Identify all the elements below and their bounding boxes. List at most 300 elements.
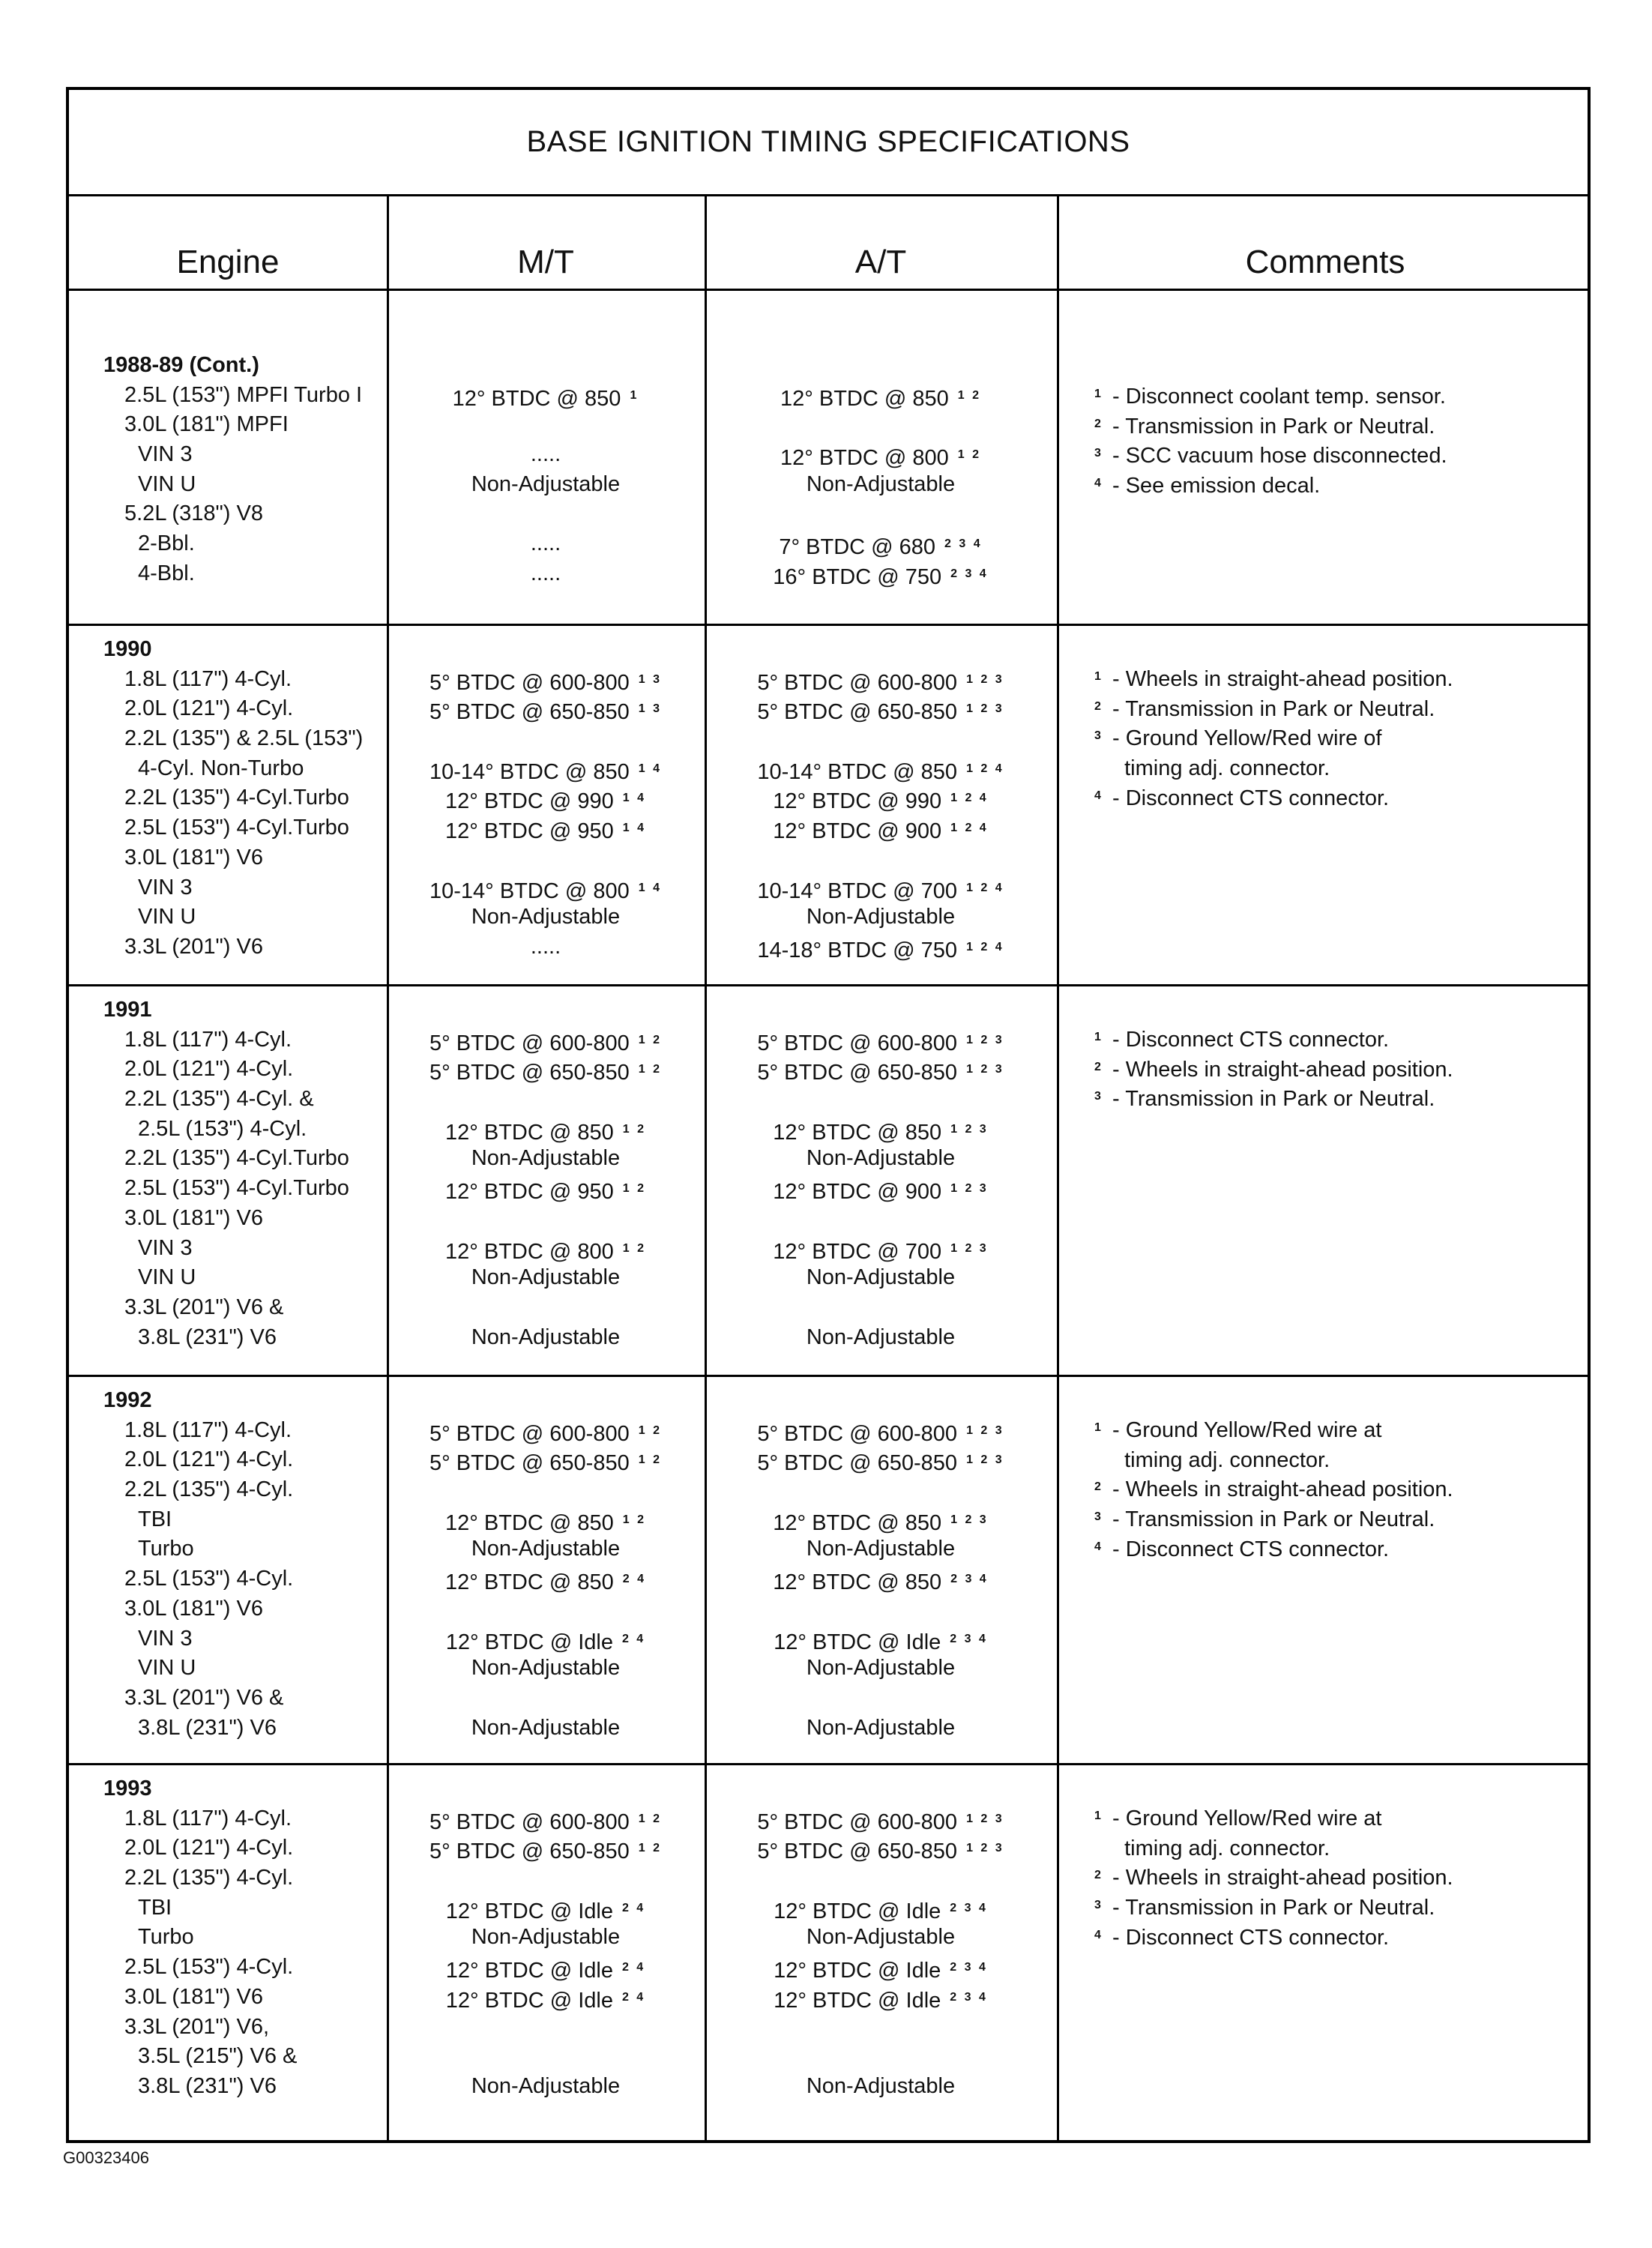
mt-footnote-ref: 1 2 <box>622 1513 647 1526</box>
at-spec <box>705 351 1057 381</box>
engine-label: 2.0L (121") 4-Cyl. <box>124 1447 294 1472</box>
at-spec <box>705 754 1057 784</box>
at-footnote-ref: 2 3 4 <box>944 537 983 551</box>
mt-spec-text: Non-Adjustable <box>471 2073 621 2098</box>
engine-column <box>103 351 388 589</box>
engine-label: 2.5L (153") 4-Cyl.Turbo <box>124 816 349 840</box>
comment-note <box>1094 382 1582 412</box>
at-footnote-ref: 1 2 3 <box>950 1122 989 1136</box>
mt-footnote-ref: 1 2 <box>638 1812 662 1825</box>
mt-spec <box>387 1923 705 1953</box>
at-footnote-ref: 2 3 4 <box>950 567 989 580</box>
mt-spec-text: 5° BTDC @ 600-800 <box>429 1031 630 1055</box>
engine-label: 2.0L (121") 4-Cyl. <box>124 1836 294 1860</box>
at-footnote-ref: 2 3 4 <box>950 1990 988 2004</box>
engine-label: 2.2L (135") 4-Cyl. <box>124 1477 294 1502</box>
at-spec <box>705 694 1057 724</box>
note-text: - SCC vacuum hose disconnected. <box>1112 444 1447 468</box>
at-spec-text: 12° BTDC @ Idle <box>774 1959 941 1983</box>
engine-label: 4-Bbl. <box>138 561 195 585</box>
note-text: - See emission decal. <box>1112 474 1321 498</box>
at-spec-text: 7° BTDC @ 680 <box>779 535 936 560</box>
comment-note <box>1094 471 1582 501</box>
comment-note <box>1094 754 1582 784</box>
mt-spec <box>387 351 705 381</box>
mt-spec-text: ..... <box>530 442 561 467</box>
mt-spec-text: Non-Adjustable <box>471 905 621 929</box>
mt-spec <box>387 529 705 559</box>
note-text: - Transmission in Park or Neutral. <box>1112 696 1435 721</box>
mt-footnote-ref: 1 2 <box>622 1182 647 1196</box>
engine-label: TBI <box>138 1507 172 1531</box>
mt-spec <box>387 559 705 589</box>
note-number: 3 <box>1094 1090 1101 1103</box>
engine-label: Turbo <box>138 1925 194 1950</box>
at-footnote-ref: 1 2 <box>957 388 982 402</box>
mt-spec-text: 5° BTDC @ 600-800 <box>429 1809 630 1834</box>
mt-spec-text: ..... <box>530 561 561 585</box>
at-footnote-ref: 1 2 3 <box>966 1842 1004 1855</box>
mt-spec <box>387 1174 705 1204</box>
engine-label: TBI <box>138 1895 172 1920</box>
engine-label: 2.2L (135") 4-Cyl. <box>124 1866 294 1890</box>
year-section <box>69 1765 1588 2143</box>
mt-spec-text: 10-14° BTDC @ 800 <box>429 879 630 903</box>
mt-footnote-ref: 1 4 <box>622 822 647 835</box>
note-number: 1 <box>1094 388 1101 400</box>
note-text: - Ground Yellow/Red wire at <box>1112 1806 1382 1830</box>
mt-spec <box>387 1055 705 1085</box>
at-spec-text: 12° BTDC @ 900 <box>773 1180 942 1205</box>
mt-spec <box>387 932 705 962</box>
mt-spec-text: Non-Adjustable <box>471 1537 621 1561</box>
comment-note <box>1094 1505 1582 1535</box>
year-section <box>69 986 1588 1377</box>
mt-footnote-ref: 1 4 <box>622 792 647 805</box>
engine-label: 3.0L (181") V6 <box>124 1984 263 2009</box>
engine-label: VIN U <box>138 905 196 929</box>
note-number: 4 <box>1094 477 1101 490</box>
mt-spec <box>387 1953 705 1983</box>
mt-spec <box>387 1804 705 1834</box>
mt-spec <box>387 995 705 1025</box>
mt-spec <box>387 694 705 724</box>
at-spec <box>705 470 1057 500</box>
mt-spec <box>387 1263 705 1293</box>
at-footnote-ref: 1 2 4 <box>966 940 1004 953</box>
engine-label: VIN U <box>138 1656 196 1681</box>
at-spec <box>705 1323 1057 1353</box>
mt-spec <box>387 1714 705 1744</box>
at-spec <box>705 1263 1057 1293</box>
note-number: 1 <box>1094 1809 1101 1822</box>
note-number: 2 <box>1094 417 1101 430</box>
at-spec <box>705 1055 1057 1085</box>
at-spec <box>705 499 1057 529</box>
mt-footnote-ref: 1 2 <box>622 1241 647 1255</box>
mt-spec-text: 12° BTDC @ 990 <box>444 789 614 814</box>
at-footnote-ref: 1 2 3 <box>966 1063 1004 1076</box>
mt-footnote-ref: 1 3 <box>638 702 662 716</box>
mt-spec <box>387 1505 705 1535</box>
engine-label: VIN 3 <box>138 1626 193 1651</box>
year-section <box>69 291 1588 626</box>
mt-spec-text: 12° BTDC @ Idle <box>445 1630 613 1654</box>
engine-label: Turbo <box>138 1537 194 1561</box>
at-spec <box>705 1085 1057 1115</box>
at-spec <box>705 381 1057 411</box>
at-spec <box>705 1234 1057 1264</box>
header-at: A/T <box>854 244 907 280</box>
year-section <box>69 626 1588 986</box>
comment-note <box>1094 1446 1582 1476</box>
at-spec <box>705 529 1057 559</box>
at-spec <box>705 410 1057 440</box>
at-footnote-ref: 1 2 3 <box>950 1182 989 1196</box>
at-spec-text: Non-Adjustable <box>806 1146 956 1171</box>
at-spec-text: Non-Adjustable <box>806 1715 956 1740</box>
section-year: 1990 <box>103 637 152 661</box>
engine-label: 5.2L (318") V8 <box>124 501 263 526</box>
at-spec-text: Non-Adjustable <box>806 905 956 929</box>
mt-spec <box>387 1323 705 1353</box>
engine-column <box>103 635 388 962</box>
mt-spec <box>387 843 705 873</box>
note-text: - Disconnect coolant temp. sensor. <box>1112 385 1446 409</box>
comment-note <box>1094 1863 1582 1893</box>
note-number: 4 <box>1094 1540 1101 1553</box>
mt-spec <box>387 410 705 440</box>
note-number <box>1094 1831 1112 1861</box>
mt-spec-text: 5° BTDC @ 650-850 <box>429 1839 630 1864</box>
at-footnote-ref: 1 2 3 <box>950 1513 989 1526</box>
at-spec <box>705 1624 1057 1654</box>
comment-note <box>1094 784 1582 814</box>
mt-column <box>387 351 705 589</box>
mt-spec-text: 5° BTDC @ 650-850 <box>429 1061 630 1085</box>
note-number: 4 <box>1094 1928 1101 1941</box>
mt-spec <box>387 1564 705 1594</box>
at-footnote-ref: 1 2 3 <box>966 702 1004 716</box>
at-spec <box>705 1893 1057 1923</box>
engine-label: VIN 3 <box>138 1235 193 1260</box>
engine-label: 3.8L (231") V6 <box>138 1325 277 1349</box>
at-spec-text: 5° BTDC @ 600-800 <box>757 1421 958 1446</box>
at-footnote-ref: 2 3 4 <box>950 1632 988 1645</box>
at-spec <box>705 783 1057 813</box>
at-spec-text: Non-Adjustable <box>806 1656 956 1681</box>
engine-label: 2.5L (153") 4-Cyl. <box>138 1116 307 1141</box>
mt-footnote-ref: 1 2 <box>638 1423 662 1437</box>
at-spec-text: Non-Adjustable <box>806 1925 956 1950</box>
at-spec-text: 5° BTDC @ 650-850 <box>757 700 958 725</box>
at-spec-text: 12° BTDC @ Idle <box>774 1630 941 1654</box>
at-spec <box>705 1654 1057 1684</box>
mt-spec <box>387 1416 705 1446</box>
mt-spec-text: 5° BTDC @ 600-800 <box>429 1421 630 1446</box>
at-spec <box>705 1204 1057 1234</box>
comment-note <box>1094 724 1582 754</box>
at-spec-text: 12° BTDC @ 850 <box>780 386 949 411</box>
mt-spec-text: 12° BTDC @ 800 <box>444 1239 614 1264</box>
mt-spec-text: 12° BTDC @ Idle <box>445 1959 613 1983</box>
note-number: 2 <box>1094 1869 1101 1882</box>
at-spec-text: 12° BTDC @ Idle <box>774 1899 941 1923</box>
engine-label: 3.8L (231") V6 <box>138 2073 277 2098</box>
mt-spec-text: Non-Adjustable <box>471 471 621 496</box>
mt-spec <box>387 1833 705 1863</box>
note-number: 1 <box>1094 670 1101 683</box>
comment-note <box>1094 695 1582 725</box>
mt-spec <box>387 1684 705 1714</box>
mt-spec <box>387 665 705 695</box>
mt-footnote-ref: 2 4 <box>621 1961 646 1974</box>
note-text: - Transmission in Park or Neutral. <box>1112 414 1435 439</box>
engine-label: 2-Bbl. <box>138 531 195 556</box>
mt-column <box>387 635 705 962</box>
engine-label: 2.0L (121") 4-Cyl. <box>124 1057 294 1082</box>
at-footnote-ref: 2 3 4 <box>950 1573 989 1586</box>
note-number: 3 <box>1094 447 1101 460</box>
at-spec <box>705 1983 1057 2013</box>
at-spec-text: 14-18° BTDC @ 750 <box>757 938 958 962</box>
engine-label: 3.5L (215") V6 & <box>138 2044 298 2069</box>
note-number: 4 <box>1094 789 1101 802</box>
mt-column <box>387 1774 705 2102</box>
note-number: 1 <box>1094 1421 1101 1434</box>
at-spec <box>705 1564 1057 1594</box>
mt-spec <box>387 1893 705 1923</box>
mt-spec <box>387 2042 705 2072</box>
at-footnote-ref: 1 2 4 <box>966 762 1004 775</box>
at-spec-text: 12° BTDC @ Idle <box>774 1988 941 2013</box>
note-number: 1 <box>1094 1031 1101 1043</box>
at-footnote-ref: 1 2 <box>957 448 982 462</box>
at-spec <box>705 1863 1057 1893</box>
engine-label: 2.2L (135") & 2.5L (153") <box>124 726 364 751</box>
at-spec <box>705 1505 1057 1535</box>
at-spec-text: Non-Adjustable <box>806 1265 956 1290</box>
mt-spec-text: 5° BTDC @ 650-850 <box>429 700 630 725</box>
mt-spec <box>387 635 705 665</box>
spec-table <box>66 87 1591 2143</box>
comment-note <box>1094 412 1582 442</box>
mt-spec-text: 12° BTDC @ Idle <box>445 1988 613 2013</box>
mt-column <box>387 995 705 1352</box>
engine-label: 3.8L (231") V6 <box>138 1715 277 1740</box>
comment-note <box>1094 1025 1582 1055</box>
at-spec <box>705 1475 1057 1505</box>
at-spec-text: 5° BTDC @ 650-850 <box>757 1839 958 1864</box>
comment-note <box>1094 1804 1582 1834</box>
mt-footnote-ref: 1 4 <box>638 762 662 775</box>
note-text: - Disconnect CTS connector. <box>1112 1925 1390 1950</box>
engine-label: 2.2L (135") 4-Cyl. & <box>124 1087 314 1112</box>
at-spec <box>705 1594 1057 1624</box>
note-number: 3 <box>1094 729 1101 743</box>
mt-footnote-ref: 1 2 <box>638 1063 662 1076</box>
mt-spec <box>387 1234 705 1264</box>
mt-spec-text: Non-Adjustable <box>471 1325 621 1349</box>
at-spec-text: 12° BTDC @ 900 <box>773 819 942 844</box>
at-spec <box>705 635 1057 665</box>
comment-note <box>1094 1923 1582 1953</box>
at-footnote-ref: 1 2 3 <box>966 1033 1004 1046</box>
at-footnote-ref: 2 3 4 <box>950 1901 988 1914</box>
at-spec <box>705 995 1057 1025</box>
header-engine: Engine <box>176 244 280 280</box>
at-spec <box>705 902 1057 932</box>
at-spec <box>705 873 1057 903</box>
at-spec-text: 5° BTDC @ 600-800 <box>757 670 958 695</box>
note-number: 2 <box>1094 1480 1101 1494</box>
comment-note <box>1094 1834 1582 1864</box>
engine-label: 3.0L (181") V6 <box>124 845 263 870</box>
engine-label: 3.3L (201") V6 <box>124 934 263 959</box>
mt-spec-text: 12° BTDC @ 950 <box>444 1180 614 1205</box>
at-spec-text: Non-Adjustable <box>806 1325 956 1349</box>
at-spec-text: 12° BTDC @ 990 <box>773 789 942 814</box>
mt-spec <box>387 1774 705 1804</box>
mt-spec <box>387 1085 705 1115</box>
mt-footnote-ref: 2 4 <box>622 1573 647 1586</box>
note-text: - Wheels in straight-ahead position. <box>1112 1057 1453 1082</box>
engine-label: 2.2L (135") 4-Cyl.Turbo <box>124 786 349 810</box>
mt-spec <box>387 1534 705 1564</box>
mt-spec-text: 12° BTDC @ 850 <box>452 386 621 411</box>
engine-label: VIN U <box>138 471 196 496</box>
mt-column <box>387 1386 705 1743</box>
mt-spec-text: Non-Adjustable <box>471 1925 621 1950</box>
at-footnote-ref: 1 2 3 <box>966 672 1004 686</box>
comment-note <box>1094 1416 1582 1446</box>
mt-footnote-ref: 1 2 <box>622 1122 647 1136</box>
mt-footnote-ref: 1 <box>630 388 639 402</box>
engine-label: 3.3L (201") V6 & <box>124 1295 284 1319</box>
mt-spec <box>387 381 705 411</box>
at-spec <box>705 1025 1057 1055</box>
comments-column <box>1094 382 1582 501</box>
section-year: 1991 <box>103 998 152 1022</box>
engine-label: 2.5L (153") 4-Cyl. <box>124 1955 294 1980</box>
mt-footnote-ref: 2 4 <box>621 1901 646 1914</box>
engine-label: 3.0L (181") V6 <box>124 1596 263 1621</box>
at-spec-text: Non-Adjustable <box>806 471 956 496</box>
note-text: - Wheels in straight-ahead position. <box>1112 1866 1453 1890</box>
engine-label: 1.8L (117") 4-Cyl. <box>124 1806 292 1830</box>
mt-spec <box>387 1863 705 1893</box>
mt-spec <box>387 1293 705 1323</box>
at-spec-text: 12° BTDC @ 700 <box>773 1239 942 1264</box>
mt-spec <box>387 1204 705 1234</box>
note-number <box>1094 1443 1112 1473</box>
comment-note <box>1094 1893 1582 1923</box>
comment-note <box>1094 1535 1582 1565</box>
header-row <box>69 196 1588 291</box>
note-text: - Transmission in Park or Neutral. <box>1112 1087 1435 1112</box>
mt-spec <box>387 813 705 843</box>
mt-spec-text: Non-Adjustable <box>471 1146 621 1171</box>
engine-label: VIN 3 <box>138 875 193 899</box>
at-column <box>705 1386 1057 1743</box>
note-number: 2 <box>1094 699 1101 713</box>
at-spec <box>705 1833 1057 1863</box>
mt-spec <box>387 2013 705 2043</box>
at-spec-text: 5° BTDC @ 650-850 <box>757 1451 958 1476</box>
section-year: 1993 <box>103 1777 152 1800</box>
at-spec <box>705 1293 1057 1323</box>
at-spec <box>705 1774 1057 1804</box>
comment-note <box>1094 665 1582 695</box>
mt-spec <box>387 1445 705 1475</box>
comment-note <box>1094 1055 1582 1085</box>
mt-spec <box>387 499 705 529</box>
mt-spec <box>387 783 705 813</box>
mt-spec <box>387 1594 705 1624</box>
at-spec-text: 12° BTDC @ 850 <box>773 1510 942 1535</box>
at-spec <box>705 2042 1057 2072</box>
note-text: - Disconnect CTS connector. <box>1112 786 1390 810</box>
at-footnote-ref: 1 2 3 <box>966 1423 1004 1437</box>
at-spec-text: 10-14° BTDC @ 850 <box>757 759 958 784</box>
note-text: - Wheels in straight-ahead position. <box>1112 667 1453 691</box>
at-column <box>705 1774 1057 2102</box>
comments-column <box>1094 1804 1582 1953</box>
note-text: - Disconnect CTS connector. <box>1112 1537 1390 1561</box>
at-spec <box>705 1804 1057 1834</box>
mt-spec <box>387 2072 705 2102</box>
at-footnote-ref: 1 2 4 <box>950 822 989 835</box>
at-footnote-ref: 1 2 3 <box>966 1453 1004 1467</box>
at-spec <box>705 1923 1057 1953</box>
note-number <box>1094 751 1112 781</box>
at-spec-text: 5° BTDC @ 600-800 <box>757 1809 958 1834</box>
mt-spec-text: ..... <box>530 934 561 959</box>
at-spec <box>705 1684 1057 1714</box>
engine-label: 2.5L (153") MPFI Turbo I <box>124 382 363 407</box>
at-footnote-ref: 1 2 3 <box>950 1241 989 1255</box>
engine-label: 4-Cyl. Non-Turbo <box>138 756 304 780</box>
at-spec-text: 10-14° BTDC @ 700 <box>757 879 958 903</box>
mt-spec-text: Non-Adjustable <box>471 1265 621 1290</box>
engine-label: 2.2L (135") 4-Cyl.Turbo <box>124 1146 349 1171</box>
engine-label: VIN U <box>138 1265 196 1290</box>
at-spec <box>705 2013 1057 2043</box>
section-year: 1992 <box>103 1388 152 1412</box>
at-footnote-ref: 1 2 4 <box>966 881 1004 894</box>
mt-footnote-ref: 1 4 <box>638 881 662 894</box>
figure-id: G00323406 <box>63 2148 149 2167</box>
mt-footnote-ref: 2 4 <box>621 1632 646 1645</box>
at-spec <box>705 724 1057 754</box>
engine-column <box>103 1774 388 2102</box>
at-spec-text: 12° BTDC @ 800 <box>780 446 949 471</box>
mt-footnote-ref: 1 2 <box>638 1453 662 1467</box>
mt-spec <box>387 440 705 470</box>
at-spec-text: Non-Adjustable <box>806 2073 956 2098</box>
mt-spec-text: 12° BTDC @ 850 <box>444 1570 614 1595</box>
at-spec <box>705 1174 1057 1204</box>
engine-label: 1.8L (117") 4-Cyl. <box>124 1027 292 1052</box>
mt-spec <box>387 470 705 500</box>
note-text: - Disconnect CTS connector. <box>1112 1028 1390 1052</box>
mt-spec <box>387 1386 705 1416</box>
at-spec-text: 16° BTDC @ 750 <box>773 564 942 589</box>
engine-label: VIN 3 <box>138 442 193 467</box>
mt-spec-text: 5° BTDC @ 650-850 <box>429 1451 630 1476</box>
table-title: BASE IGNITION TIMING SPECIFICATIONS <box>69 90 1588 196</box>
mt-spec <box>387 1983 705 2013</box>
